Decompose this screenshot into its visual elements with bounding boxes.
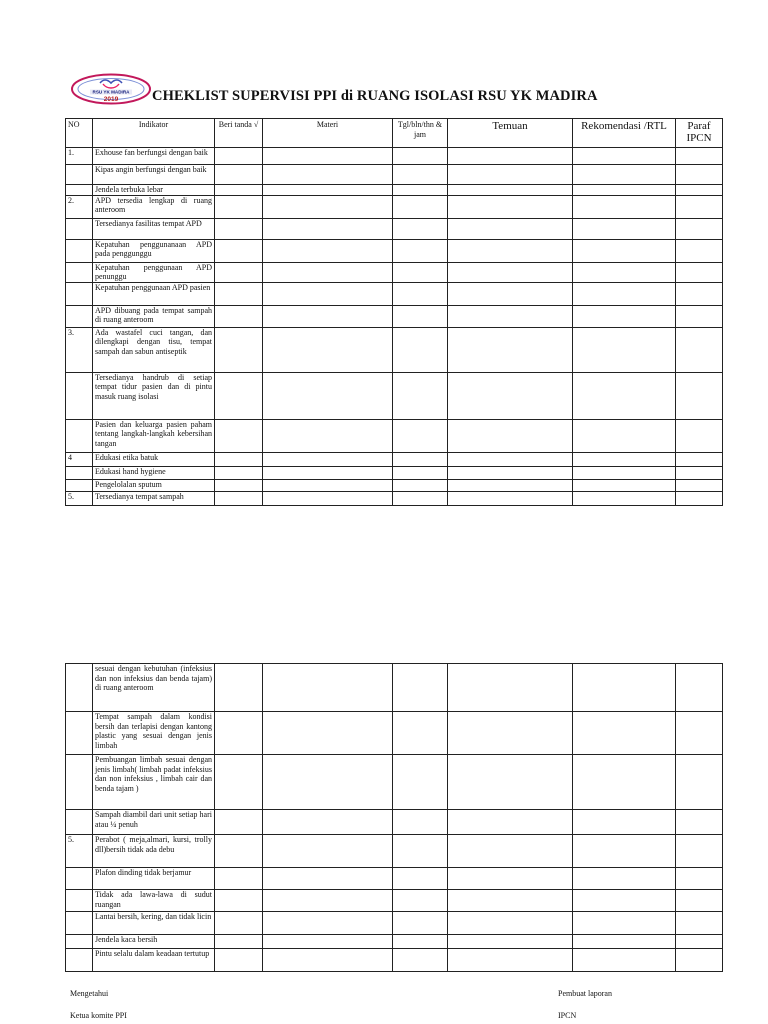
rekomendasi-cell[interactable]	[573, 282, 676, 305]
header-row	[66, 119, 723, 148]
materi-cell[interactable]	[263, 466, 393, 479]
paraf-cell[interactable]	[676, 912, 723, 935]
temuan-cell[interactable]	[448, 218, 573, 239]
ipcn-label: IPCN	[558, 1011, 577, 1020]
date-cell[interactable]	[393, 218, 448, 239]
header-no: NO	[66, 119, 93, 148]
materi-cell[interactable]	[263, 664, 393, 712]
row-number	[66, 282, 93, 305]
indicator-cell: Jendela kaca bersih	[93, 935, 215, 949]
date-cell[interactable]	[393, 479, 448, 491]
temuan-cell[interactable]	[448, 195, 573, 218]
date-cell[interactable]	[393, 912, 448, 935]
row-number	[66, 262, 93, 282]
temuan-cell[interactable]	[448, 868, 573, 890]
date-cell[interactable]	[393, 452, 448, 466]
date-cell[interactable]	[393, 890, 448, 912]
temuan-cell[interactable]	[448, 165, 573, 185]
indicator-cell: sesuai dengan kebutuhan (infeksius dan non infeksius dan benda tajam) di ruang anteroom	[93, 664, 215, 712]
check-cell[interactable]	[215, 935, 263, 949]
indicator-cell: Lantai bersih, kering, dan tidak licin	[93, 912, 215, 935]
indicator-cell: Pengelolalan sputum	[93, 479, 215, 491]
row-number	[66, 912, 93, 935]
paraf-cell[interactable]	[676, 165, 723, 185]
temuan-cell[interactable]	[448, 949, 573, 972]
rekomendasi-cell[interactable]	[573, 912, 676, 935]
materi-cell[interactable]	[263, 755, 393, 810]
materi-cell[interactable]	[263, 218, 393, 239]
check-cell[interactable]	[215, 755, 263, 810]
materi-cell[interactable]	[263, 185, 393, 196]
materi-cell[interactable]	[263, 419, 393, 452]
paraf-cell[interactable]	[676, 185, 723, 196]
row-number	[66, 949, 93, 972]
check-cell[interactable]	[215, 664, 263, 712]
paraf-cell[interactable]	[676, 466, 723, 479]
materi-cell[interactable]	[263, 935, 393, 949]
paraf-cell[interactable]	[676, 835, 723, 868]
header-paraf: Paraf IPCN	[676, 119, 723, 148]
header-indikator: Indikator	[93, 119, 215, 148]
temuan-cell[interactable]	[448, 239, 573, 262]
materi-cell[interactable]	[263, 165, 393, 185]
rekomendasi-cell[interactable]	[573, 452, 676, 466]
check-cell[interactable]	[215, 195, 263, 218]
materi-cell[interactable]	[263, 148, 393, 165]
row-number: 4	[66, 452, 93, 466]
table-row	[66, 890, 723, 912]
materi-cell[interactable]	[263, 239, 393, 262]
rekomendasi-cell[interactable]	[573, 491, 676, 505]
row-number	[66, 419, 93, 452]
rekomendasi-cell[interactable]	[573, 305, 676, 327]
materi-cell[interactable]	[263, 282, 393, 305]
rekomendasi-cell[interactable]	[573, 239, 676, 262]
header-beri-tanda: Beri tanda √	[215, 119, 263, 148]
table-row	[66, 949, 723, 972]
paraf-cell[interactable]	[676, 218, 723, 239]
paraf-cell[interactable]	[676, 664, 723, 712]
table-row	[66, 262, 723, 282]
table-row	[66, 195, 723, 218]
table-row	[66, 664, 723, 712]
temuan-cell[interactable]	[448, 419, 573, 452]
rekomendasi-cell[interactable]	[573, 327, 676, 372]
row-number	[66, 868, 93, 890]
hospital-logo	[70, 73, 152, 105]
check-cell[interactable]	[215, 868, 263, 890]
temuan-cell[interactable]	[448, 282, 573, 305]
materi-cell[interactable]	[263, 305, 393, 327]
paraf-cell[interactable]	[676, 868, 723, 890]
table-row	[66, 810, 723, 835]
materi-cell[interactable]	[263, 835, 393, 868]
row-number: 1.	[66, 148, 93, 165]
paraf-cell[interactable]	[676, 452, 723, 466]
date-cell[interactable]	[393, 712, 448, 755]
indicator-cell: Edukasi hand hygiene	[93, 466, 215, 479]
date-cell[interactable]	[393, 282, 448, 305]
check-cell[interactable]	[215, 239, 263, 262]
paraf-cell[interactable]	[676, 372, 723, 419]
indicator-cell: Tersedianya fasilitas tempat APD	[93, 218, 215, 239]
table-row	[66, 419, 723, 452]
rekomendasi-cell[interactable]	[573, 419, 676, 452]
table-row	[66, 282, 723, 305]
temuan-cell[interactable]	[448, 148, 573, 165]
temuan-cell[interactable]	[448, 755, 573, 810]
temuan-cell[interactable]	[448, 185, 573, 196]
materi-cell[interactable]	[263, 949, 393, 972]
table-row	[66, 185, 723, 196]
table-row	[66, 239, 723, 262]
rekomendasi-cell[interactable]	[573, 372, 676, 419]
paraf-cell[interactable]	[676, 282, 723, 305]
materi-cell[interactable]	[263, 810, 393, 835]
row-number	[66, 935, 93, 949]
indicator-cell: Edukasi etika batuk	[93, 452, 215, 466]
paraf-cell[interactable]	[676, 810, 723, 835]
page-title: CHEKLIST SUPERVISI PPI di RUANG ISOLASI RSU YK MADIRA	[152, 88, 598, 104]
table-row	[66, 491, 723, 505]
paraf-cell[interactable]	[676, 712, 723, 755]
table-row	[66, 327, 723, 372]
paraf-cell[interactable]	[676, 755, 723, 810]
check-cell[interactable]	[215, 912, 263, 935]
row-number	[66, 185, 93, 196]
row-number	[66, 712, 93, 755]
table-row	[66, 305, 723, 327]
temuan-cell[interactable]	[448, 664, 573, 712]
date-cell[interactable]	[393, 195, 448, 218]
rekomendasi-cell[interactable]	[573, 755, 676, 810]
materi-cell[interactable]	[263, 195, 393, 218]
indicator-cell: Kepatuhan penggunaan APD penunggu	[93, 262, 215, 282]
check-cell[interactable]	[215, 810, 263, 835]
row-number: 2.	[66, 195, 93, 218]
table-row	[66, 755, 723, 810]
indicator-cell: Ada wastafel cuci tangan, dan dilengkapi dengan tisu, tempat sampah dan sabun antiseptik	[93, 327, 215, 372]
indicator-cell: Pintu selalu dalam keadaan tertutup	[93, 949, 215, 972]
date-cell[interactable]	[393, 262, 448, 282]
check-cell[interactable]	[215, 185, 263, 196]
logo-text: RSU YK MADIRA	[92, 89, 130, 95]
date-cell[interactable]	[393, 148, 448, 165]
date-cell[interactable]	[393, 466, 448, 479]
temuan-cell[interactable]	[448, 305, 573, 327]
paraf-cell[interactable]	[676, 890, 723, 912]
header-temuan: Temuan	[448, 119, 573, 148]
temuan-cell[interactable]	[448, 712, 573, 755]
rekomendasi-cell[interactable]	[573, 195, 676, 218]
indicator-cell: Tempat sampah dalam kondisi bersih dan terlapisi dengan kantong plastic yang sesuai dengan jenis limbah	[93, 712, 215, 755]
indicator-cell: Kipas angin berfungsi dengan baik	[93, 165, 215, 185]
temuan-cell[interactable]	[448, 262, 573, 282]
table-row	[66, 165, 723, 185]
date-cell[interactable]	[393, 185, 448, 196]
table-row	[66, 712, 723, 755]
paraf-cell[interactable]	[676, 935, 723, 949]
table-row	[66, 452, 723, 466]
paraf-cell[interactable]	[676, 949, 723, 972]
date-cell[interactable]	[393, 935, 448, 949]
temuan-cell[interactable]	[448, 890, 573, 912]
materi-cell[interactable]	[263, 452, 393, 466]
rekomendasi-cell[interactable]	[573, 185, 676, 196]
date-cell[interactable]	[393, 949, 448, 972]
indicator-cell: Pembuangan limbah sesuai dengan jenis limbah( limbah padat infeksius dan non infeksius , limbah cair dan benda tajam )	[93, 755, 215, 810]
table-row	[66, 148, 723, 165]
temuan-cell[interactable]	[448, 372, 573, 419]
check-cell[interactable]	[215, 419, 263, 452]
check-cell[interactable]	[215, 890, 263, 912]
temuan-cell[interactable]	[448, 327, 573, 372]
header-tgl: Tgl/bln/thn & jam	[393, 119, 448, 148]
temuan-cell[interactable]	[448, 810, 573, 835]
rekomendasi-cell[interactable]	[573, 949, 676, 972]
paraf-cell[interactable]	[676, 327, 723, 372]
check-cell[interactable]	[215, 262, 263, 282]
rekomendasi-cell[interactable]	[573, 479, 676, 491]
indicator-cell: Pasien dan keluarga pasien paham tentang langkah-langkah kebersihan tangan	[93, 419, 215, 452]
check-cell[interactable]	[215, 282, 263, 305]
row-number: 5.	[66, 491, 93, 505]
paraf-cell[interactable]	[676, 195, 723, 218]
row-number	[66, 305, 93, 327]
materi-cell[interactable]	[263, 479, 393, 491]
mengetahui-label: Mengetahui	[70, 989, 109, 998]
ketua-komite-label: Ketua komite PPI	[70, 1011, 127, 1020]
paraf-cell[interactable]	[676, 262, 723, 282]
indicator-cell: Sampah diambil dari unit setiap hari atau ¼ penuh	[93, 810, 215, 835]
paraf-cell[interactable]	[676, 479, 723, 491]
rekomendasi-cell[interactable]	[573, 466, 676, 479]
date-cell[interactable]	[393, 305, 448, 327]
table-row	[66, 479, 723, 491]
rekomendasi-cell[interactable]	[573, 165, 676, 185]
rekomendasi-cell[interactable]	[573, 712, 676, 755]
check-cell[interactable]	[215, 712, 263, 755]
date-cell[interactable]	[393, 419, 448, 452]
date-cell[interactable]	[393, 835, 448, 868]
table-row	[66, 868, 723, 890]
rekomendasi-cell[interactable]	[573, 664, 676, 712]
row-number	[66, 165, 93, 185]
paraf-cell[interactable]	[676, 148, 723, 165]
row-number	[66, 664, 93, 712]
paraf-cell[interactable]	[676, 305, 723, 327]
indicator-cell: Tersedianya handrub di setiap tempat tidur pasien dan di pintu masuk ruang isolasi	[93, 372, 215, 419]
check-cell[interactable]	[215, 466, 263, 479]
checklist-table-1	[65, 118, 723, 506]
row-number	[66, 218, 93, 239]
row-number	[66, 810, 93, 835]
date-cell[interactable]	[393, 664, 448, 712]
table-row	[66, 466, 723, 479]
rekomendasi-cell[interactable]	[573, 935, 676, 949]
indicator-cell: Tidak ada lawa-lawa di sudut ruangan	[93, 890, 215, 912]
row-number	[66, 239, 93, 262]
temuan-cell[interactable]	[448, 479, 573, 491]
table-row	[66, 935, 723, 949]
check-cell[interactable]	[215, 452, 263, 466]
row-number: 5.	[66, 835, 93, 868]
row-number	[66, 755, 93, 810]
indicator-cell: Kepatuhan penggunanaan APD pada penggunggu	[93, 239, 215, 262]
paraf-cell[interactable]	[676, 239, 723, 262]
paraf-cell[interactable]	[676, 419, 723, 452]
indicator-cell: Jendela terbuka lebar	[93, 185, 215, 196]
row-number	[66, 890, 93, 912]
materi-cell[interactable]	[263, 491, 393, 505]
row-number	[66, 479, 93, 491]
date-cell[interactable]	[393, 165, 448, 185]
header-rekomendasi: Rekomendasi /RTL	[573, 119, 676, 148]
pembuat-laporan-label: Pembuat laporan	[558, 989, 612, 998]
temuan-cell[interactable]	[448, 835, 573, 868]
indicator-cell: Perabot ( meja,almari, kursi, trolly dll)bersih tidak ada debu	[93, 835, 215, 868]
check-cell[interactable]	[215, 305, 263, 327]
check-cell[interactable]	[215, 491, 263, 505]
check-cell[interactable]	[215, 218, 263, 239]
indicator-cell: Kepatuhan penggunaan APD pasien	[93, 282, 215, 305]
check-cell[interactable]	[215, 949, 263, 972]
materi-cell[interactable]	[263, 262, 393, 282]
header-materi: Materi	[263, 119, 393, 148]
table-row	[66, 912, 723, 935]
date-cell[interactable]	[393, 327, 448, 372]
date-cell[interactable]	[393, 491, 448, 505]
date-cell[interactable]	[393, 810, 448, 835]
table-row	[66, 218, 723, 239]
check-cell[interactable]	[215, 372, 263, 419]
temuan-cell[interactable]	[448, 912, 573, 935]
check-cell[interactable]	[215, 148, 263, 165]
rekomendasi-cell[interactable]	[573, 810, 676, 835]
rekomendasi-cell[interactable]	[573, 218, 676, 239]
indicator-cell: Exhouse fan berfungsi dengan baik	[93, 148, 215, 165]
rekomendasi-cell[interactable]	[573, 262, 676, 282]
check-cell[interactable]	[215, 327, 263, 372]
rekomendasi-cell[interactable]	[573, 148, 676, 165]
indicator-cell: Tersedianya tempat sampah	[93, 491, 215, 505]
indicator-cell: APD dibuang pada tempat sampah di ruang anteroom	[93, 305, 215, 327]
rekomendasi-cell[interactable]	[573, 868, 676, 890]
table-row	[66, 372, 723, 419]
date-cell[interactable]	[393, 755, 448, 810]
materi-cell[interactable]	[263, 327, 393, 372]
rekomendasi-cell[interactable]	[573, 835, 676, 868]
temuan-cell[interactable]	[448, 491, 573, 505]
temuan-cell[interactable]	[448, 466, 573, 479]
date-cell[interactable]	[393, 868, 448, 890]
temuan-cell[interactable]	[448, 452, 573, 466]
row-number	[66, 372, 93, 419]
indicator-cell: APD tersedia lengkap di ruang anteroom	[93, 195, 215, 218]
materi-cell[interactable]	[263, 890, 393, 912]
indicator-cell: Plafon dinding tidak berjamur	[93, 868, 215, 890]
materi-cell[interactable]	[263, 912, 393, 935]
date-cell[interactable]	[393, 372, 448, 419]
checklist-table-2	[65, 663, 723, 972]
temuan-cell[interactable]	[448, 935, 573, 949]
row-number	[66, 466, 93, 479]
check-cell[interactable]	[215, 479, 263, 491]
check-cell[interactable]	[215, 165, 263, 185]
rekomendasi-cell[interactable]	[573, 890, 676, 912]
date-cell[interactable]	[393, 239, 448, 262]
logo-year: 2019	[103, 96, 119, 103]
paraf-cell[interactable]	[676, 491, 723, 505]
table-row	[66, 835, 723, 868]
materi-cell[interactable]	[263, 868, 393, 890]
row-number: 3.	[66, 327, 93, 372]
materi-cell[interactable]	[263, 712, 393, 755]
check-cell[interactable]	[215, 835, 263, 868]
materi-cell[interactable]	[263, 372, 393, 419]
